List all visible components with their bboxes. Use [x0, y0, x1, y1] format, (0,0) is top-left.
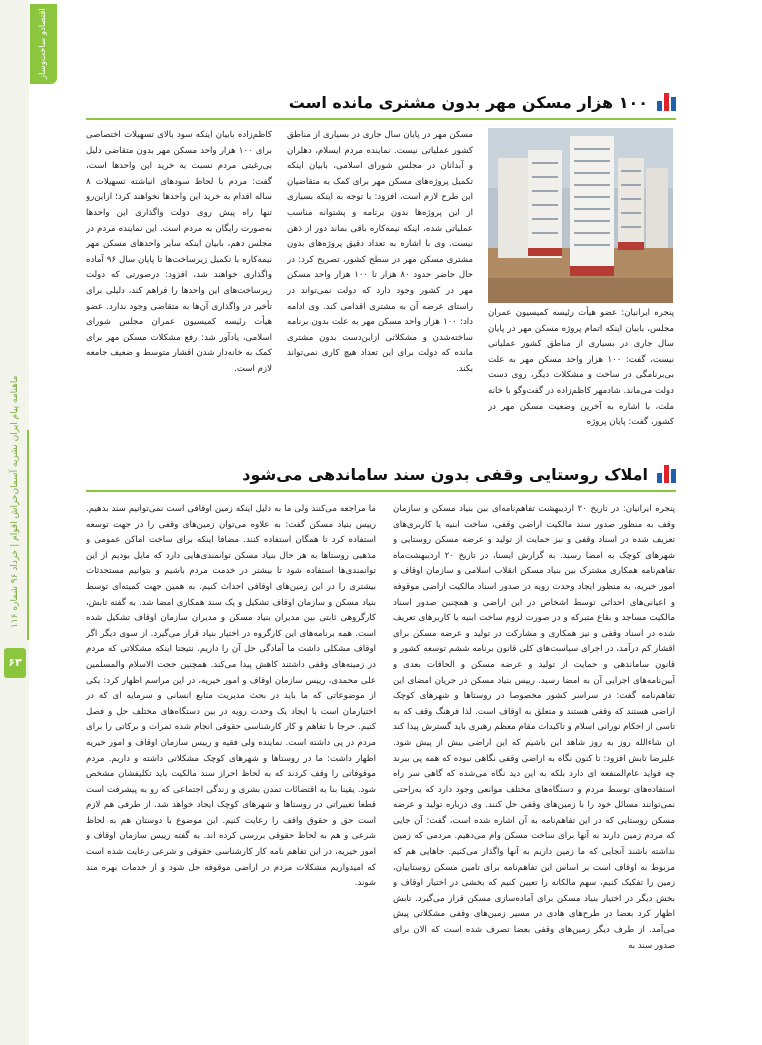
article2-rule — [86, 490, 676, 492]
article2-column-left — [86, 502, 376, 960]
article1-middle-text: مسکن مهر در پایان سال جاری در بسیاری از مناطق کشور عملیاتی نیست. نماینده مردم ایسلام، دهلران و آبدانان در مجلس شورای اسلامی، بابیان اینکه تکمیل پروژه‌های مسکن مهر برای کمک به متقاضیان این طرح لازم است، افزود: با توجه به اینکه بسیاری از این پروژه‌ها بدون برنامه و پشتوانه مناسب عملیاتی شده، اینکه نیمه‌کاره باقی بماند دور از ذهن نیست. وی با اشاره به تعداد دقیق پروژه‌های بدون مشتری مسکن مهر در سطح کشور، تصریح کرد: در حال حاضر حدود ۸۰ هزار تا ۱۰۰ هزار واحد مسکن مهر در کشور وجود دارد که دولت نمی‌تواند در راستای عرضه آن به مشتری اقدامی کند. وی ادامه داد: ۱۰۰ هزار واحد مسکن مهر به علت بدون برنامه ساخته‌شدن و مشکلاتی ازاین‌دست بدون مشتری مانده که دولت برای این تعداد هیچ کاری نمی‌تواند بکند. — [287, 130, 473, 374]
article1-photo-caption — [488, 306, 674, 430]
article1-caption-text: پنجره ایرانیان: عضو هیأت رئیسه کمیسیون عمران مجلس، بابیان اینکه اتمام پروژه مسکن مهر در پایان سال جاری در بسیاری از مناطق کشور عملیاتی نیست، گفت: ۱۰۰ هزار واحد مسکن مهر به علت بی‌برنامگی در ساخت و مشکلات دیگر، روی دست دولت می‌ماند. شادمهر کاظم‌زاده در گفت‌وگو با خانه ملت، با اشاره به آخرین وضعیت مسکن مهر در کشور، گفت: پایان پروژه — [488, 308, 674, 428]
housing-photo — [488, 128, 673, 303]
bar-chart-icon — [656, 465, 676, 483]
article1-rule — [86, 118, 676, 120]
article1-header — [289, 90, 676, 114]
magazine-issue-label: ماهنامه پیام ایران نشریه آسمان‌خراش اقوام | خرداد ۹۶ شماره ۱۱۶ — [10, 375, 20, 628]
article1-left-text: کاظم‌زاده بابیان اینکه سود بالای تسهیلات اختصاصی برای ۱۰۰ هزار واحد مسکن مهر بدون متقاضی دلیل بی‌رغبتی مردم نسبت به خرید این واحدها است، گفت: مردم با لحاظ سودهای انباشته تسهیلات ۸ ساله اقدام به خرید این واحدها نخواهند کرد؛ ازاین‌رو تنها راه پیش روی دولت واگذاری این واحدها به‌صورت رایگان به مردم است. این نماینده مردم در مجلس دهم، بابیان اینکه سایر واحدهای مسکن مهر نیمه‌کاره با تکمیل زیرساخت‌ها تا پایان سال ۹۶ آماده واگذاری خواهند شد، افزود: درصورتی که دولت زیرساخت‌های این واحدها را فراهم کند، دلیلی برای تأخیر در واگذاری آن‌ها به متقاضی وجود ندارد. عضو هیأت رئیسه کمیسیون عمران مجلس شورای اسلامی، یادآور شد: رفع مشکلات مسکن مهر برای کمک به خانه‌دار شدن اقشار متوسط و ضعیف جامعه لازم است. — [86, 130, 272, 374]
article2-left-text: ما مراجعه می‌کنند ولی ما به دلیل اینکه زمین اوقافی است نمی‌توانیم سند بدهیم. رییس بنیاد مسکن گفت: به علاوه می‌توان زمین‌های وقفی را در جهت توسعه استفاده کرد تا همگان استفاده کنند. مضافا اینکه برای ساخت اماکن عمومی و مذهبی روستاها به هر حال بنیاد مسکن توانمندی‌هایی دارد که مایل بودیم از این توانمندی‌ها استفاده شود تا بیشتر در خدمت مردم باشیم و بتوانیم مستحدثات بیشتری را در این زمین‌های اوقافی احداث کنیم. به همین جهت کمیته‌ای توسط بنیاد مسکن و سازمان اوقاف تشکیل و یک سند همکاری امضا شد. به گفته تابش، کارگروهی ثابتی بین مدیران بنیاد مسکن و مدیران سازمان اوقاف تشکیل شده است. همه برنامه‌های این کارگروه در اختیار بنیاد قرار می‌گیرد. از سوی دیگر اگر اوقاف مشکلی داشت ما آمادگی حل آن را داریم. نتیجتا اینکه مشکلاتی که مردم در زمینه‌های وقفی داشتند کاهش پیدا می‌کند. همچنین حجت الاسلام والمسلمین علی محمدی، رییس سازمان اوقاف و امور خیریه، در این مراسم اظهار کرد: یکی از موضوعاتی که ما باید در بحث مدیریت منابع انسانی و سرمایه ای که در اختیارمان است با ایجاد یک وحدت رویه در بین دستگاه‌های مختلف حل و فصل کنیم. حرجا با تفاهم و کار کارشناسی حقوقی انجام شده ثمرات و برکاتی را برای مردم در پی داشته است. نماینده ولی فقیه و رییس سازمان اوقاف و امور خیریه اظهار داشت: ما در روستاها و شهرهای کوچک مشکلاتی داشته و داریم. مردم موقوفاتی را وقف کردند که به لحاظ احراز سند مالکیت باید تکلیفشان مشخص شود. یقینا بنا به اقتضائات تمدن بشری و زندگی اجتماعی که رو به پیشرفت است قطعا تغییراتی در روستاها و شهرهای کوچک ایجاد خواهد شد. از طرفی هم لازم است حق و حقوق واقف را رعایت کنیم. این موضوع با دوستان هم به لحاظ شرعی و هم به لحاظ حقوقی بررسی کرده اند. به گفته رییس سازمان اوقاف و امور خیریه، در این تفاهم نامه کار کارشناسی حقوقی و شرعی رعایت شده است که امیدواریم مشکلات مردم در اراضی موقوفه حل شود و از خدمات بهره مند شوند. — [86, 504, 376, 889]
page-number: ۶۳ — [4, 648, 26, 678]
article2-column-right — [393, 502, 675, 960]
section-tab-label: اقتصادو ساخت‌وساز — [38, 8, 48, 80]
article2-title: املاک روستایی وقفی بدون سند ساماندهی می‌شود — [242, 464, 648, 484]
side-separator — [27, 430, 29, 640]
article2-header — [242, 462, 676, 486]
article1-column-left — [86, 128, 272, 428]
article1-column-middle — [287, 128, 473, 428]
bar-chart-icon — [656, 93, 676, 111]
article2-right-text: پنجره ایرانیان: در تاریخ ۲۰ اردیبهشت تفاهم‌نامه‌ای بین بنیاد مسکن و سازمان وقف به منظور صدور سند مالکیت اراضی وقفی، ساخت ابنیه یا کاربری‌های تعریف شده در اسناد وقفی و نیز حمایت از تولید و عرضه مسکن روستایی و شهرهای کوچک به امضا رسید. به گزارش ایسنا، در تاریخ ۲۰ اردیبهشت‌ماه تفاهم‌نامه همکاری مشترک بین بنیاد مسکن انقلاب اسلامی و سازمان اوقاف و امور خیریه، به منظور ایجاد وحدت رویه در صدور اسناد مالکیت اراضی موقوفه و اعیانی‌های احداثی توسط اشخاص در این اراضی و همچنین صدور اسناد مالکیت مساجد و بقاع متبرکه و در صورت لزوم ساخت ابنیه یا کاربرهای تعریف شده در اسناد وقفی و نیز همکاری و مشارکت در تولید و عرضه مسکن برای اقشار کم درآمد، در اجرای سیاست‌های کلی قانون برنامه ششم توسعه کشور و قانون ساماندهی و حمایت از تولید و عرضه مسکن و الحاقات بعدی و آیین‌نامه‌های اجرایی آن به امضا رسید. رییس بنیاد مسکن در جریان امضای این تفاهم‌نامه گفت: در سراسر کشور مخصوصا در روستاها و شهرهای کوچک اراضی هستند که وقفی هستند و متعلق به اوقاف است. لذا فرهنگ وقف که به تاسی از احکام نورانی اسلام و تاکیدات مقام معظم رهبری باید گسترش پیدا کند ان شاءالله روز به روز شاهد این باشیم که این اراضی بیش از پیش شود. علیرضا تابش افزود: تا کنون نگاه به اراضی وقفی نگاهی نبوده که همه پی ببرند چه فواید عام‌المنفعه ای دارد بلکه به این دید نگاه می‌شده که گاهی سر راه استفاده‌های توسط مردم و دستگاه‌های مختلف موانعی وجود دارد که به‌راحتی نمی‌توانند مسائل خود را با زمین‌های وقفی حل کنند. وی درباره تولید و عرضه مسکن روستایی که در این تفاهم‌نامه به آن اشاره شده است، گفت: آن جایی که مردم زمین دارند به آنها برای ساخت مسکن وام می‌دهیم. مردمی که زمین نداشته باشند آنجایی که ما زمین داریم به آنها واگذار می‌کنیم. جاهایی هم که مربوط به اوقاف است بر اساس این تفاهم‌نامه برای تامین مسکن روستاییان، زمین را تفکیک کنیم، سهم مالکانه را تعیین کنیم که بخشی در اختیار اوقاف و بخش دیگر در اختیار بنیاد مسکن برای آماده‌سازی مسکن قرار می‌گیرد. تابش اظهار کرد بعضا در طرح‌های هادی در مسیر زمین‌های وقفی مشکلاتی پیش می‌آمد. از طرف دیگر زمین‌های وقفی بعضا تصرف شده است که الان برای صدور سند به — [393, 504, 675, 951]
section-tab — [30, 4, 57, 84]
article1-title: ۱۰۰ هزار مسکن مهر بدون مشتری مانده است — [288, 92, 648, 112]
